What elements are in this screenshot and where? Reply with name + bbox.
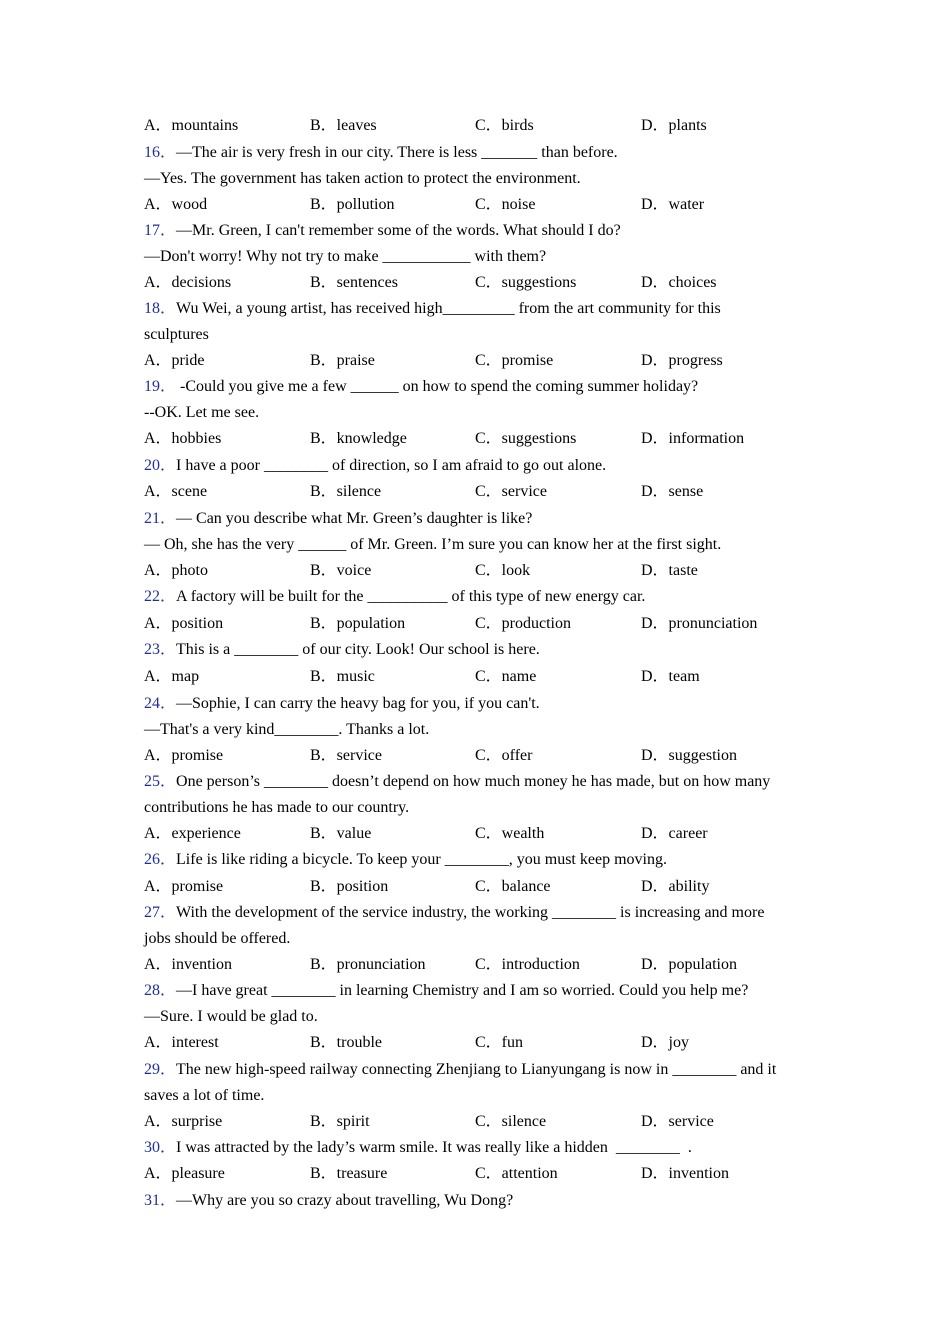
question-stem xyxy=(144,143,814,163)
question-text: — Can you describe what Mr. Green’s daughter is like? xyxy=(176,510,533,527)
question-line xyxy=(144,798,814,818)
question-text: --OK. Let me see. xyxy=(144,404,260,421)
option-d[interactable]: D．plants xyxy=(641,117,707,134)
question-stem xyxy=(144,1191,814,1211)
option-b[interactable]: B．sentences xyxy=(310,274,398,291)
option-a[interactable]: A．pride xyxy=(144,352,205,369)
option-c[interactable]: C．name xyxy=(475,668,537,685)
option-b[interactable]: B．silence xyxy=(310,483,382,500)
option-b[interactable]: B．music xyxy=(310,668,375,685)
question-text: contributions he has made to our country. xyxy=(144,799,410,816)
option-c[interactable]: C．look xyxy=(475,562,531,579)
option-b[interactable]: B．praise xyxy=(310,352,375,369)
question-number: 20． xyxy=(144,457,177,474)
question-number: 23． xyxy=(144,641,177,658)
option-c[interactable]: C．production xyxy=(475,615,571,632)
option-b[interactable]: B．pollution xyxy=(310,196,395,213)
question-line xyxy=(144,403,814,423)
option-a[interactable]: A．scene xyxy=(144,483,208,500)
question-text: Life is like riding a bicycle. To keep your ________, you must keep moving. xyxy=(176,851,667,868)
option-a[interactable]: A．invention xyxy=(144,956,232,973)
option-b[interactable]: B．population xyxy=(310,615,406,632)
question-text: —Sophie, I can carry the heavy bag for you, if you can't. xyxy=(176,695,540,712)
option-a[interactable]: A．photo xyxy=(144,562,209,579)
question-number: 25． xyxy=(144,773,177,790)
option-c[interactable]: C．noise xyxy=(475,196,536,213)
option-c[interactable]: C．birds xyxy=(475,117,534,134)
option-d[interactable]: D．joy xyxy=(641,1034,690,1051)
option-d[interactable]: D．information xyxy=(641,430,745,447)
option-d[interactable]: D．suggestion xyxy=(641,747,738,764)
question-text: This is a ________ of our city. Look! Our school is here. xyxy=(176,641,540,658)
option-d[interactable]: D．team xyxy=(641,668,700,685)
option-d[interactable]: D．ability xyxy=(641,878,710,895)
question-text: —Don't worry! Why not try to make ___________ with them? xyxy=(144,248,547,265)
question-text: sculptures xyxy=(144,326,209,343)
option-b[interactable]: B．voice xyxy=(310,562,372,579)
question-number: 27． xyxy=(144,904,177,921)
option-d[interactable]: D．pronunciation xyxy=(641,615,758,632)
option-a[interactable]: A．decisions xyxy=(144,274,232,291)
option-c[interactable]: C．suggestions xyxy=(475,430,577,447)
option-d[interactable]: D．progress xyxy=(641,352,723,369)
option-b[interactable]: B．value xyxy=(310,825,372,842)
question-stem xyxy=(144,1060,814,1080)
question-text: —Sure. I would be glad to. xyxy=(144,1008,318,1025)
question-line xyxy=(144,169,814,189)
option-c[interactable]: C．silence xyxy=(475,1113,547,1130)
question-stem xyxy=(144,587,814,607)
question-stem xyxy=(144,509,814,529)
question-line xyxy=(144,929,814,949)
question-text: A factory will be built for the __________ of this type of new energy car. xyxy=(176,588,646,605)
question-stem xyxy=(144,221,814,241)
option-a[interactable]: A．hobbies xyxy=(144,430,222,447)
question-number: 19． xyxy=(144,378,177,395)
option-a[interactable]: A．pleasure xyxy=(144,1165,225,1182)
question-number: 29． xyxy=(144,1061,177,1078)
question-text: With the development of the service industry, the working ________ is increasing and more xyxy=(176,904,765,921)
option-b[interactable]: B．position xyxy=(310,878,389,895)
question-number: 31． xyxy=(144,1192,177,1209)
question-text: jobs should be offered. xyxy=(144,930,291,947)
option-d[interactable]: D．choices xyxy=(641,274,717,291)
question-stem xyxy=(144,299,814,319)
question-number: 28． xyxy=(144,982,177,999)
question-text: —The air is very fresh in our city. There is less _______ than before. xyxy=(176,144,618,161)
option-a[interactable]: A．promise xyxy=(144,747,224,764)
option-a[interactable]: A．interest xyxy=(144,1034,219,1051)
option-d[interactable]: D．invention xyxy=(641,1165,729,1182)
question-stem xyxy=(144,772,814,792)
question-text: —Why are you so crazy about travelling, Wu Dong? xyxy=(176,1192,514,1209)
option-c[interactable]: C．balance xyxy=(475,878,551,895)
question-line xyxy=(144,1086,814,1106)
question-text: Wu Wei, a young artist, has received high_________ from the art community for this xyxy=(176,300,721,317)
question-number: 16． xyxy=(144,144,177,161)
question-line xyxy=(144,720,814,740)
question-line xyxy=(144,1007,814,1027)
option-b[interactable]: B．leaves xyxy=(310,117,377,134)
option-d[interactable]: D．population xyxy=(641,956,737,973)
question-stem xyxy=(144,981,814,1001)
question-text: The new high-speed railway connecting Zhenjiang to Lianyungang is now in ________ and it xyxy=(176,1061,777,1078)
option-c[interactable]: C．wealth xyxy=(475,825,545,842)
option-c[interactable]: C．offer xyxy=(475,747,533,764)
option-a[interactable]: A．map xyxy=(144,668,200,685)
question-stem xyxy=(144,1138,814,1158)
question-number: 22． xyxy=(144,588,177,605)
question-text: I was attracted by the lady’s warm smile. It was really like a hidden ________ . xyxy=(176,1139,692,1156)
question-line xyxy=(144,535,814,555)
question-number: 30． xyxy=(144,1139,177,1156)
option-c[interactable]: C．suggestions xyxy=(475,274,577,291)
question-text: One person’s ________ doesn’t depend on how much money he has made, but on how many xyxy=(176,773,771,790)
option-d[interactable]: D．taste xyxy=(641,562,698,579)
option-a[interactable]: A．experience xyxy=(144,825,241,842)
option-a[interactable]: A．mountains xyxy=(144,117,239,134)
option-b[interactable]: B．pronunciation xyxy=(310,956,426,973)
question-line xyxy=(144,247,814,267)
question-number: 24． xyxy=(144,695,177,712)
question-text: —Mr. Green, I can't remember some of the words. What should I do? xyxy=(176,222,621,239)
question-stem xyxy=(144,850,814,870)
question-number: 26． xyxy=(144,851,177,868)
question-stem xyxy=(144,456,814,476)
option-a[interactable]: A．surprise xyxy=(144,1113,223,1130)
option-b[interactable]: B．spirit xyxy=(310,1113,370,1130)
option-c[interactable]: C．promise xyxy=(475,352,554,369)
question-number: 18． xyxy=(144,300,177,317)
option-c[interactable]: C．introduction xyxy=(475,956,580,973)
option-d[interactable]: D．water xyxy=(641,196,705,213)
question-stem xyxy=(144,694,814,714)
question-number: 17． xyxy=(144,222,177,239)
option-a[interactable]: A．position xyxy=(144,615,224,632)
question-text: —Yes. The government has taken action to protect the environment. xyxy=(144,170,581,187)
option-d[interactable]: D．career xyxy=(641,825,708,842)
option-a[interactable]: A．promise xyxy=(144,878,224,895)
question-text: — Oh, she has the very ______ of Mr. Green. I’m sure you can know her at the first sight. xyxy=(144,536,722,553)
option-b[interactable]: B．service xyxy=(310,747,382,764)
option-d[interactable]: D．sense xyxy=(641,483,704,500)
question-text: I have a poor ________ of direction, so I am afraid to go out alone. xyxy=(176,457,607,474)
question-stem xyxy=(144,377,814,397)
question-text: —That's a very kind________. Thanks a lot. xyxy=(144,721,430,738)
option-b[interactable]: B．knowledge xyxy=(310,430,407,447)
option-b[interactable]: B．treasure xyxy=(310,1165,388,1182)
option-c[interactable]: C．attention xyxy=(475,1165,558,1182)
question-stem xyxy=(144,903,814,923)
option-b[interactable]: B．trouble xyxy=(310,1034,382,1051)
option-c[interactable]: C．service xyxy=(475,483,547,500)
question-text: saves a lot of time. xyxy=(144,1087,265,1104)
question-line xyxy=(144,325,814,345)
question-number: 21． xyxy=(144,510,177,527)
option-d[interactable]: D．service xyxy=(641,1113,714,1130)
question-stem xyxy=(144,640,814,660)
question-text: ‑Could you give me a few ______ on how to spend the coming summer holiday? xyxy=(176,378,699,395)
question-text: —I have great ________ in learning Chemistry and I am so worried. Could you help me? xyxy=(176,982,749,999)
option-a[interactable]: A．wood xyxy=(144,196,208,213)
option-c[interactable]: C．fun xyxy=(475,1034,524,1051)
